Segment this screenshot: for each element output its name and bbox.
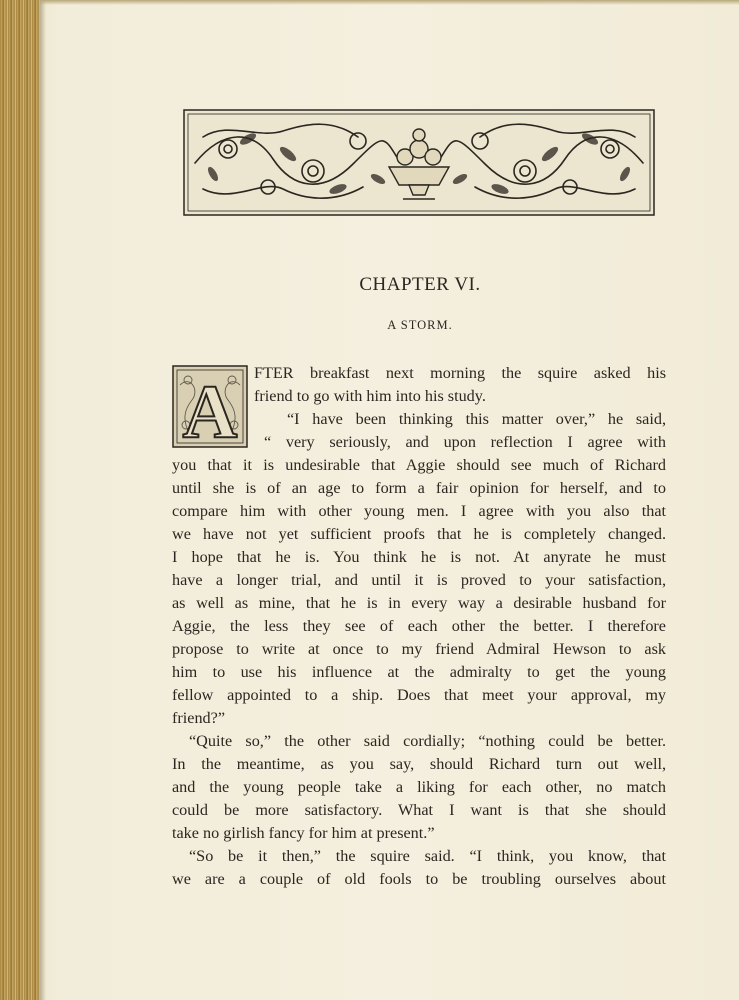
body-line: Aggie, the less they see of each other the better. I therefore xyxy=(172,617,666,635)
chapter-subtitle: A STORM. xyxy=(387,318,453,332)
body-line: as well as mine, that he is in every way a desirable husband for xyxy=(172,594,666,612)
body-line: we have not yet sufficient proofs that he is completely changed. xyxy=(172,525,666,543)
body-line: “I have been thinking this matter over,” he said, xyxy=(287,410,666,428)
body-line: propose to write at once to my friend Admiral Hewson to ask xyxy=(172,640,666,658)
body-line: we are a couple of old fools to be troubling ourselves about xyxy=(172,870,666,888)
body-line: “So be it then,” the squire said. “I think, you know, that xyxy=(189,847,666,865)
chapter-title: CHAPTER VI. xyxy=(359,274,481,295)
body-line: have a longer trial, and until it is proved to your satisfaction, xyxy=(172,571,666,589)
body-line: and the young people take a liking for each other, no match xyxy=(172,778,666,796)
drop-cap-letter: A xyxy=(182,370,238,448)
decorated-drop-cap xyxy=(172,365,248,448)
body-line: “ very seriously, and upon reflection I agree with xyxy=(264,433,666,451)
body-line: until she is of an age to form a fair opinion for herself, and to xyxy=(172,479,666,497)
body-line: you that it is undesirable that Aggie should see much of Richard xyxy=(172,456,666,474)
page-top-edge xyxy=(40,0,739,5)
body-line: him to use his influence at the admiralty to get the young xyxy=(172,663,666,681)
book-binding-edge xyxy=(0,0,40,1000)
body-line: compare him with other young men. I agree with you also that xyxy=(172,502,666,520)
body-line: FTER breakfast next morning the squire asked his xyxy=(254,364,666,382)
body-line: friend?” xyxy=(172,709,226,727)
body-line: friend to go with him into his study. xyxy=(254,387,486,405)
body-line: I hope that he is. You think he is not. At anyrate he must xyxy=(172,548,666,566)
body-line: take no girlish fancy for him at present.” xyxy=(172,824,435,842)
body-line: fellow appointed to a ship. Does that meet your approval, my xyxy=(172,686,666,704)
body-line: could be more satisfactory. What I want is that she should xyxy=(172,801,666,819)
floral-headpiece-ornament xyxy=(183,109,655,216)
body-line: “Quite so,” the other said cordially; “nothing could be better. xyxy=(189,732,666,750)
body-line: In the meantime, as you say, should Richard turn out well, xyxy=(172,755,666,773)
